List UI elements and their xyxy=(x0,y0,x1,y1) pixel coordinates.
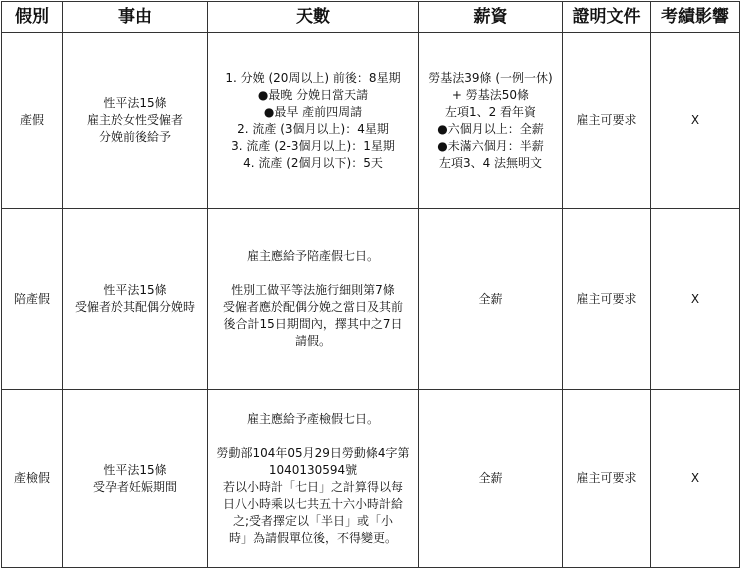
days-line: 勞動部104年05月29日勞動條4字第 xyxy=(216,445,410,460)
leave-table xyxy=(1,1,740,568)
leave-type: 陪產假 xyxy=(2,209,63,390)
reason-line: 性平法15條 xyxy=(103,96,167,110)
impact: X xyxy=(651,390,740,568)
days-line: ●最早 產前四周請 xyxy=(263,104,363,119)
pay-line: 左項3、4 法無明文 xyxy=(438,155,543,170)
days xyxy=(208,33,419,209)
days-line: 請假。 xyxy=(294,334,331,348)
days-line: ●最晚 分娩日當天請 xyxy=(257,87,369,102)
table-row xyxy=(2,33,740,209)
reason-line: 受孕者妊娠期間 xyxy=(92,479,177,494)
pay: 全薪 xyxy=(419,390,563,568)
header-impact: 考績影響 xyxy=(651,2,740,33)
leave-type: 產假 xyxy=(2,33,63,209)
reason-line: 性平法15條 xyxy=(103,283,167,297)
reason-line: 性平法15條 xyxy=(103,462,167,477)
days-line: 性別工做平等法施行細則第7條 xyxy=(231,283,395,297)
days xyxy=(208,390,419,568)
days-line: 若以小時計「七日」之計算得以每 xyxy=(222,479,403,494)
header-days: 天數 xyxy=(208,2,419,33)
pay-line: ●六個月以上：全薪 xyxy=(437,121,544,136)
header-reason: 事由 xyxy=(63,2,208,33)
header-proof: 證明文件 xyxy=(563,2,651,33)
reason xyxy=(63,209,208,390)
pay-line: 勞基法39條 (一例一休) xyxy=(428,70,553,85)
reason-line: 雇主於女性受僱者 xyxy=(86,113,183,127)
days-line: 後合計15日期間內，擇其中之7日 xyxy=(223,317,403,331)
header-leave-type: 假別 xyxy=(2,2,63,33)
days xyxy=(208,209,419,390)
days-intro: 雇主應給予陪產假七日。 xyxy=(246,249,379,263)
days-line: 日八小時乘以七共五十六小時計給 xyxy=(222,496,403,511)
days-line: 之;受者擇定以「半日」或「小 xyxy=(232,513,394,528)
header-row xyxy=(2,2,740,33)
pay: 全薪 xyxy=(419,209,563,390)
proof: 雇主可要求 xyxy=(563,33,651,209)
reason xyxy=(63,390,208,568)
days-line: 時」為請假單位後，不得變更。 xyxy=(228,530,397,545)
impact: X xyxy=(651,209,740,390)
pay-line: 左項1、2 看年資 xyxy=(444,104,537,119)
table-row xyxy=(2,390,740,568)
reason xyxy=(63,33,208,209)
days-intro: 雇主應給予產檢假七日。 xyxy=(246,411,379,426)
header-pay: 薪資 xyxy=(419,2,563,33)
impact: X xyxy=(651,33,740,209)
reason-line: 受僱者於其配偶分娩時 xyxy=(74,300,195,314)
leave-type: 產檢假 xyxy=(2,390,63,568)
days-line: 1. 分娩 (20周以上) 前後：8星期 xyxy=(225,70,401,85)
days-line: 4. 流產 (2個月以下)：5天 xyxy=(243,155,383,170)
pay-line: + 勞基法50條 xyxy=(451,87,530,102)
days-line: 1040130594號 xyxy=(268,462,358,477)
pay xyxy=(419,33,563,209)
days-line: 2. 流產 (3個月以上)：4星期 xyxy=(237,121,389,136)
reason-line: 分娩前後給予 xyxy=(98,130,171,144)
pay-line: ●未滿六個月：半薪 xyxy=(437,138,544,153)
days-line: 受僱者應於配偶分娩之當日及其前 xyxy=(222,300,403,314)
proof: 雇主可要求 xyxy=(563,209,651,390)
proof: 雇主可要求 xyxy=(563,390,651,568)
days-line: 3. 流產 (2-3個月以上)：1星期 xyxy=(231,138,395,153)
table-row xyxy=(2,209,740,390)
